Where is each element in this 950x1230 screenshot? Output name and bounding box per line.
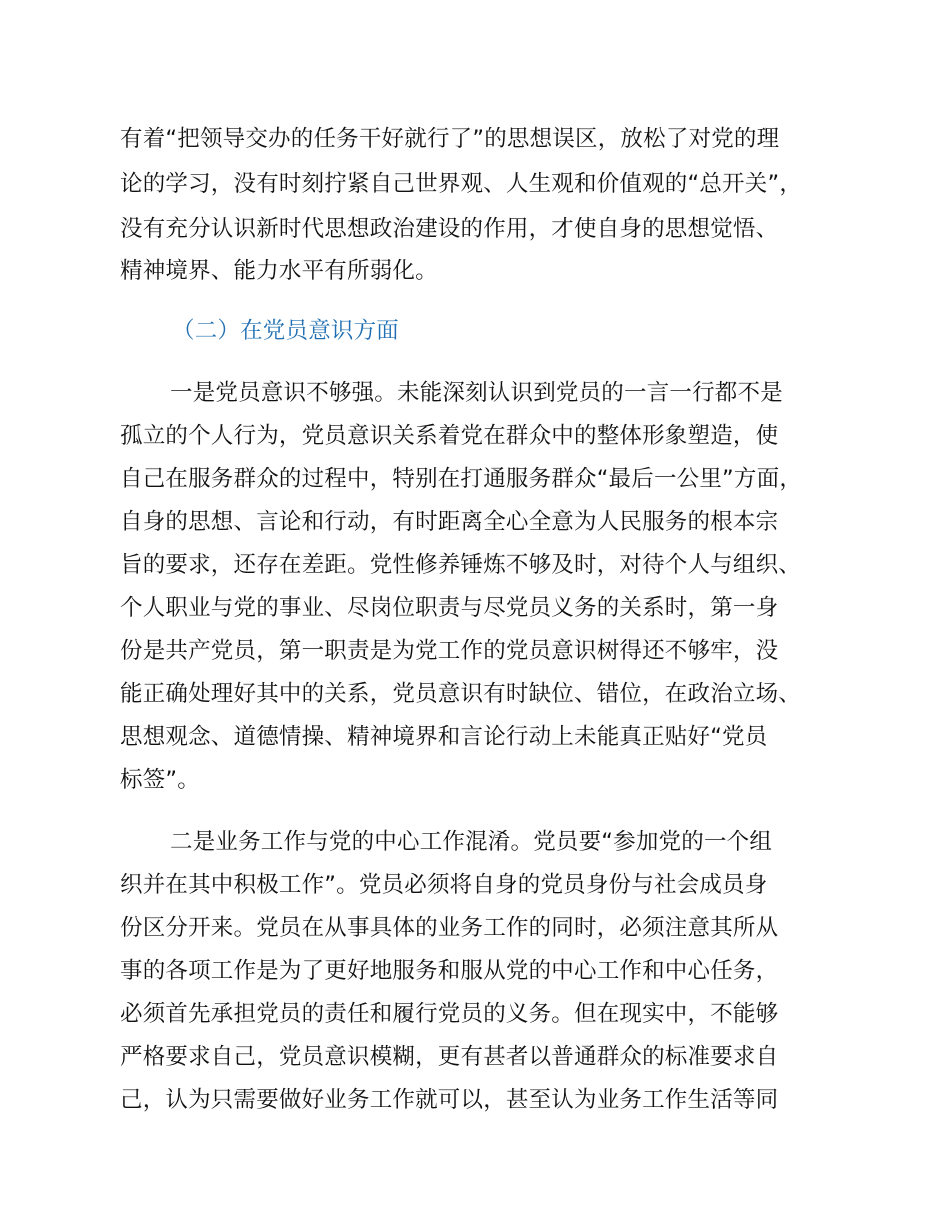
text-line: 自己在服务群众的过程中，特别在打通服务群众“最后一公里”方面， xyxy=(120,466,803,492)
text-line: 精神境界、能力水平有所弱化。 xyxy=(120,258,438,284)
text-line: 孤立的个人行为，党员意识关系着党在群众中的整体形象塑造，使 xyxy=(120,423,779,449)
section-heading: （二）在党员意识方面 xyxy=(172,318,400,344)
text-line: 能正确处理好其中的关系，党员意识有时缺位、错位，在政治立场、 xyxy=(120,681,802,707)
text-line: 思想观念、道德情操、精神境界和言论行动上未能真正贴好“党员 xyxy=(120,724,768,750)
text-line: 没有充分认识新时代思想政治建设的作用，才使自身的思想觉悟、 xyxy=(120,216,779,242)
text-line: 一是党员意识不够强。未能深刻认识到党员的一言一行都不是 xyxy=(170,380,783,406)
text-line: 事的各项工作是为了更好地服务和服从党的中心工作和中心任务， xyxy=(120,958,779,984)
text-line: 严格要求自己，党员意识模糊，更有甚者以普通群众的标准要求自 xyxy=(120,1044,779,1070)
text-line: 份是共产党员，第一职责是为党工作的党员意识树得还不够牢，没 xyxy=(120,638,779,664)
text-line: 自身的思想、言论和行动，有时距离全心全意为人民服务的根本宗 xyxy=(120,509,779,535)
text-line: 二是业务工作与党的中心工作混淆。党员要“参加党的一个组 xyxy=(170,829,773,855)
text-line: 标签”。 xyxy=(120,767,200,793)
text-line: 织并在其中积极工作”。党员必须将自身的党员身份与社会成员身 xyxy=(120,872,768,898)
text-line: 份区分开来。党员在从事具体的业务工作的同时，必须注意其所从 xyxy=(120,915,779,941)
text-line: 有着“把领导交办的任务干好就行了”的思想误区，放松了对党的理 xyxy=(120,126,780,152)
text-line: 己，认为只需要做好业务工作就可以，甚至认为业务工作生活等同 xyxy=(120,1087,779,1113)
text-line: 旨的要求，还存在差距。党性修养锤炼不够及时，对待个人与组织、 xyxy=(120,552,802,578)
text-line: 必须首先承担党员的责任和履行党员的义务。但在现实中，不能够 xyxy=(120,1001,779,1027)
text-line: 论的学习，没有时刻拧紧自己世界观、人生观和价值观的“总开关”， xyxy=(120,171,803,197)
text-line: 个人职业与党的事业、尽岗位职责与尽党员义务的关系时，第一身 xyxy=(120,595,779,621)
